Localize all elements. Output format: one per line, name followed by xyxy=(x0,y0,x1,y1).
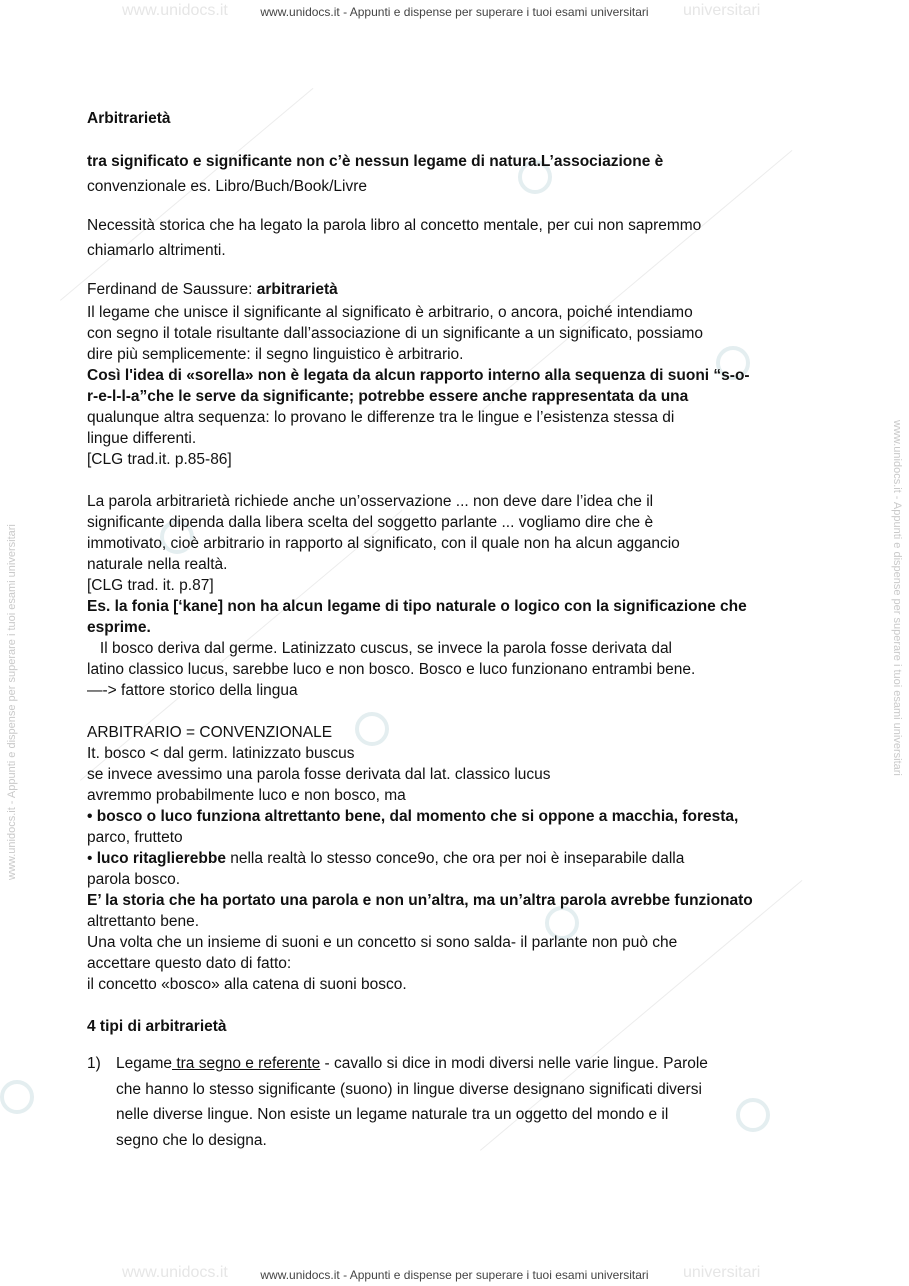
watermark-side-right: www.unidocs.it - Appunti e dispense per superare i tuoi esami universitari xyxy=(891,420,903,776)
text-line: —-> fattore storico della lingua xyxy=(87,682,298,699)
text-line: altrettanto bene. xyxy=(87,913,200,930)
list-prefix: Legame xyxy=(116,1055,173,1072)
text-line: se invece avessimo una parola fosse derivata dal lat. classico lucus xyxy=(87,766,551,783)
watermark-footer: www.unidocs.it - Appunti e dispense per superare i tuoi esami universitari xyxy=(260,1268,649,1282)
text-line: immotivato, cioè arbitrario in rapporto al significato, con il quale non ha alcun aggancio xyxy=(87,535,680,552)
document-body xyxy=(87,108,827,1153)
watermark-logo-icon xyxy=(0,1080,34,1114)
bullet-bold-text: luco ritaglierebbe xyxy=(96,850,226,867)
text-line: accettare questo dato di fatto: xyxy=(87,955,292,972)
text-line: La parola arbitrarietà richiede anche un’osservazione ... non deve dare l’idea che il xyxy=(87,493,654,510)
list-item xyxy=(87,1051,827,1153)
saussure-prefix: Ferdinand de Saussure: xyxy=(87,281,257,298)
citation: [CLG trad.it. p.85-86] xyxy=(87,451,232,468)
watermark-header: www.unidocs.it - Appunti e dispense per superare i tuoi esami universitari xyxy=(260,5,649,19)
watermark-side-left: www.unidocs.it - Appunti e dispense per superare i tuoi esami universitari xyxy=(6,524,18,880)
text-line: dire più semplicemente: il segno linguistico è arbitrario. xyxy=(87,346,464,363)
text-line: Il bosco deriva dal germe. Latinizzato cuscus, se invece la parola fosse derivata dal xyxy=(87,640,673,657)
text-line: chiamarlo altrimenti. xyxy=(87,242,226,259)
tipi-heading: 4 tipi di arbitrarietà xyxy=(87,1018,227,1035)
watermark-faint-right-top: universitari xyxy=(683,2,761,19)
text-line: lingue differenti. xyxy=(87,430,197,447)
saussure-bold: arbitrarietà xyxy=(256,281,338,298)
text-line: Una volta che un insieme di suoni e un concetto si sono salda- il parlante non può che xyxy=(87,934,678,951)
text-line-bold: E’ la storia che ha portato una parola e non un’altra, ma un’altra parola avrebbe funzionato xyxy=(87,892,753,909)
section-arbitrario-convenzionale xyxy=(87,722,827,995)
watermark-faint-right-bottom: universitari xyxy=(683,1264,761,1281)
text-line: naturale nella realtà. xyxy=(87,556,228,573)
text-line: Necessità storica che ha legato la parola libro al concetto mentale, per cui non sapremmo xyxy=(87,217,702,234)
list-rest: - cavallo si dice in modi diversi nelle varie lingue. Parole xyxy=(320,1055,708,1072)
text-line: It. bosco < dal germ. latinizzato buscus xyxy=(87,745,355,762)
bullet-rest-text: nella realtà lo stesso conce9o, che ora per noi è inseparabile dalla xyxy=(225,850,685,867)
list-number: 1) xyxy=(87,1055,101,1072)
quote-saussure-1 xyxy=(87,302,827,470)
text-line-bold: esprime. xyxy=(87,619,151,636)
paragraph-historical-necessity xyxy=(87,213,827,263)
watermark-faint-left-top: www.unidocs.it xyxy=(122,2,228,19)
text-line: significante dipenda dalla libera scelta del soggetto parlante ... vogliamo dire che è xyxy=(87,514,654,531)
text-line-bold: r-e-l-l-a”che le serve da significante; potrebbe essere anche rappresentata da una xyxy=(87,388,689,405)
text-line: parola bosco. xyxy=(87,871,181,888)
definition-rest: convenzionale es. Libro/Buch/Book/Livre xyxy=(87,178,368,195)
text-line: parco, frutteto xyxy=(87,829,183,846)
quote-saussure-2 xyxy=(87,491,827,701)
citation: [CLG trad. it. p.87] xyxy=(87,577,214,594)
text-line-bold: Così l'idea di «sorella» non è legata da alcun rapporto interno alla sequenza di suoni “s-o- xyxy=(87,367,750,384)
list-underlined: tra segno e referente xyxy=(172,1055,321,1072)
text-line: qualunque altra sequenza: lo provano le differenze tra le lingue e l’esistenza stessa di xyxy=(87,409,675,426)
text-line: segno che lo designa. xyxy=(116,1131,267,1149)
tipi-list xyxy=(87,1051,827,1153)
definition-bold: tra significato e significante non c’è nessun legame di natura.L’associazione è xyxy=(87,153,664,170)
text-line: il concetto «bosco» alla catena di suoni bosco. xyxy=(87,976,407,993)
text-line: che hanno lo stesso significante (suono) in lingue diverse designano significati diversi xyxy=(116,1080,702,1098)
text-line: con segno il totale risultante dall’associazione di un significante a un significato, possiamo xyxy=(87,325,704,342)
arbitrario-heading: ARBITRARIO = CONVENZIONALE xyxy=(87,724,333,741)
text-line: nelle diverse lingue. Non esiste un legame naturale tra un oggetto del mondo e il xyxy=(116,1106,669,1123)
saussure-heading xyxy=(87,277,827,302)
text-line: latino classico lucus, sarebbe luco e non bosco. Bosco e luco funzionano entrambi bene. xyxy=(87,661,696,678)
text-line: avremmo probabilmente luco e non bosco, ma xyxy=(87,787,406,804)
section-title: Arbitrarietà xyxy=(87,110,171,127)
bullet-marker: • xyxy=(87,850,97,867)
watermark-faint-left-bottom: www.unidocs.it xyxy=(122,1264,228,1281)
text-line-bold: Es. la fonia [‘kane] non ha alcun legame di tipo naturale o logico con la significazione che xyxy=(87,598,747,615)
bullet-luco-ritaglierebbe xyxy=(87,848,827,869)
paragraph-definition xyxy=(87,149,827,199)
text-line: Il legame che unisce il significante al significato è arbitrario, o ancora, poiché intendiamo xyxy=(87,304,693,321)
bullet-bosco-luco: • bosco o luco funziona altrettanto bene, dal momento che si oppone a macchia, foresta, xyxy=(87,808,739,825)
